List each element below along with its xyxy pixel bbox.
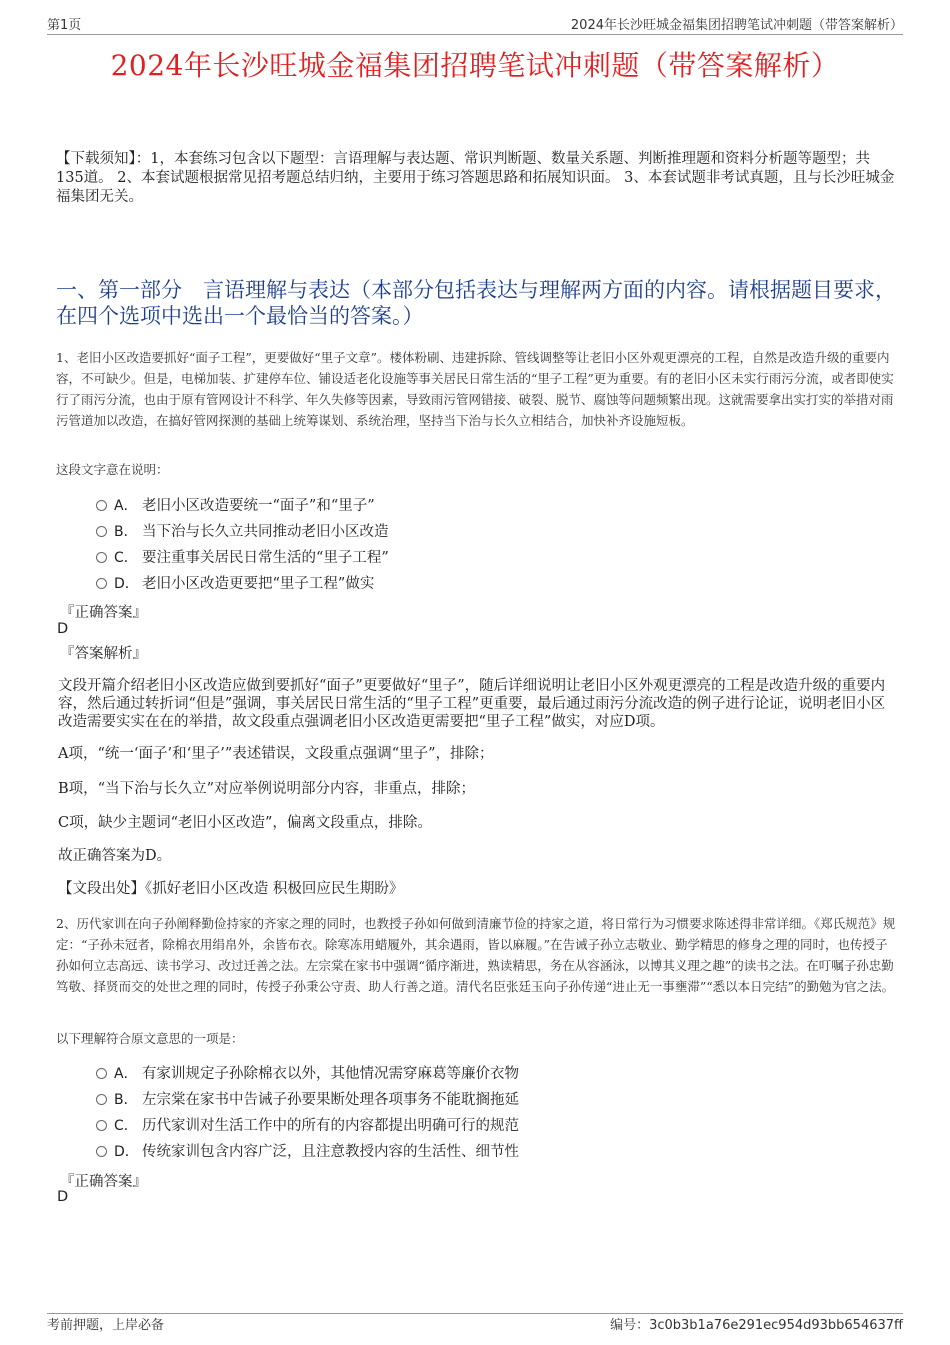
q1-analysis-a: A项，“统一‘面子’和‘里子’”表述错误，文段重点强调“里子”，排除； (58, 746, 494, 762)
q1-analysis-c: C项，缺少主题词“老旧小区改造”，偏离文段重点，排除。 (58, 815, 432, 831)
q1-analysis: 文段开篇介绍老旧小区改造应做到要抓好“面子”更要做好“里子”，随后详细说明让老旧小区外观更漂亮的工程是改造升级的重要内容，然后通过转折词“但是”强调，事关居民日常生活的“里子工程”更重要，最后通过雨污分流改造的例子进行论证，说明老旧小区改造需要实实在在的举措，故文段重点强调老旧小区改造更需要把“里子工程”做实，对应D项。 (58, 678, 886, 730)
q2-option-a[interactable]: A． 有家训规定子孙除棉衣以外，其他情况需穿麻葛等廉价衣物 (96, 1061, 796, 1087)
q1-option-d[interactable]: D． 老旧小区改造更要把“里子工程”做实 (96, 571, 796, 597)
header-doc-title: 2024年长沙旺城金福集团招聘笔试冲刺题（带答案解析） (570, 18, 903, 33)
q2-passage: 2、历代家训在向子孙阐释勤俭持家的齐家之理的同时，也教授子孙如何做到清廉节俭的持家之道，将日常行为习惯要求陈述得非常详细。《郑氏规范》规定：“子孙未冠者，除棉衣用绢帛外，余皆布衣。除寒冻用蜡履外，其余遇雨，皆以麻履。”在告诫子孙立志敬业、勤学精思的修身之理的同时，也传授子孙如何立志高远、读书学习、改过迁善之法。左宗棠在家书中强调“循序渐进，熟读精思，务在从容涵泳，以博其义理之趣”的读书之法。在叮嘱子孙忠勤笃敬、择贤而交的处世之理的同时，传授子孙秉公守责、助人行善之道。清代名臣张廷玉向子孙传递“进止无一事壅滞”“悉以本日完结”的勤勉为官之法。 (56, 916, 896, 994)
q1-option-a[interactable]: A． 老旧小区改造要统一“面子”和“里子” (96, 493, 796, 519)
page-number: 第1页 (47, 18, 82, 33)
radio-icon[interactable] (96, 1068, 107, 1079)
radio-icon[interactable] (96, 500, 107, 511)
radio-icon[interactable] (96, 1146, 107, 1157)
footer-slogan: 考前押题，上岸必备 (47, 1318, 165, 1333)
q1-option-c[interactable]: C． 要注重事关居民日常生活的“里子工程” (96, 545, 796, 571)
q2-answer-label: 『正确答案』 (60, 1174, 147, 1190)
section-heading: 一、第一部分 言语理解与表达（本部分包括表达与理解两方面的内容。请根据题目要求，在四个选项中选出一个最恰当的答案。） (56, 278, 896, 328)
q1-prompt: 这段文字意在说明： (56, 462, 169, 477)
download-notice: 【下载须知】：1，本套练习包含以下题型：言语理解与表达题、常识判断题、数量关系题、判断推理题和资料分析题等题型；共135道。 2、本套试题根据常见招考题总结归纳，主要用于练习答题思路和拓展知识面。 3、本套试题非考试真题，且与长沙旺城金福集团无关。 (56, 151, 895, 205)
page-footer (47, 1313, 903, 1334)
q1-source: 【文段出处】《抓好老旧小区改造 积极回应民生期盼》 (58, 881, 404, 897)
q1-analysis-label: 『答案解析』 (60, 646, 147, 662)
q2-option-d[interactable]: D． 传统家训包含内容广泛，且注意教授内容的生活性、细节性 (96, 1139, 796, 1165)
q1-answer-label: 『正确答案』 (60, 605, 147, 621)
radio-icon[interactable] (96, 1094, 107, 1105)
radio-icon[interactable] (96, 526, 107, 537)
q2-prompt: 以下理解符合原文意思的一项是： (56, 1031, 244, 1046)
q2-option-b[interactable]: B． 左宗棠在家书中告诫子孙要果断处理各项事务不能耽搁拖延 (96, 1087, 796, 1113)
q2-answer: D (57, 1189, 69, 1205)
footer-code: 编号：3c0b3b1a76e291ec954d93bb654637ff (610, 1318, 903, 1333)
q1-conclusion: 故正确答案为D。 (58, 848, 172, 864)
page-title: 2024年长沙旺城金福集团招聘笔试冲刺题（带答案解析） (110, 49, 840, 82)
q1-analysis-b: B项，“当下治与长久立”对应举例说明部分内容，非重点，排除； (58, 781, 475, 797)
radio-icon[interactable] (96, 552, 107, 563)
q1-options (96, 493, 796, 597)
page-header (47, 14, 903, 35)
q1-answer: D (57, 621, 69, 637)
q1-option-b[interactable]: B． 当下治与长久立共同推动老旧小区改造 (96, 519, 796, 545)
q2-option-c[interactable]: C． 历代家训对生活工作中的所有的内容都提出明确可行的规范 (96, 1113, 796, 1139)
q1-passage: 1、老旧小区改造要抓好“面子工程”，更要做好“里子文章”。楼体粉刷、违建拆除、管线调整等让老旧小区外观更漂亮的工程，自然是改造升级的重要内容，不可缺少。但是，电梯加装、扩建停车位、铺设适老化设施等事关居民日常生活的“里子工程”更为重要。有的老旧小区未实行雨污分流，或者即使实行了雨污分流，也由于原有管网设计不科学、年久失修等因素，导致雨污管网错接、破裂、脱节、腐蚀等问题频繁出现。这就需要拿出实打实的举措对雨污管道加以改造，在搞好管网探测的基础上统筹谋划、系统治理，坚持当下治与长久立相结合，加快补齐设施短板。 (56, 350, 894, 428)
q2-options (96, 1061, 796, 1165)
radio-icon[interactable] (96, 578, 107, 589)
radio-icon[interactable] (96, 1120, 107, 1131)
